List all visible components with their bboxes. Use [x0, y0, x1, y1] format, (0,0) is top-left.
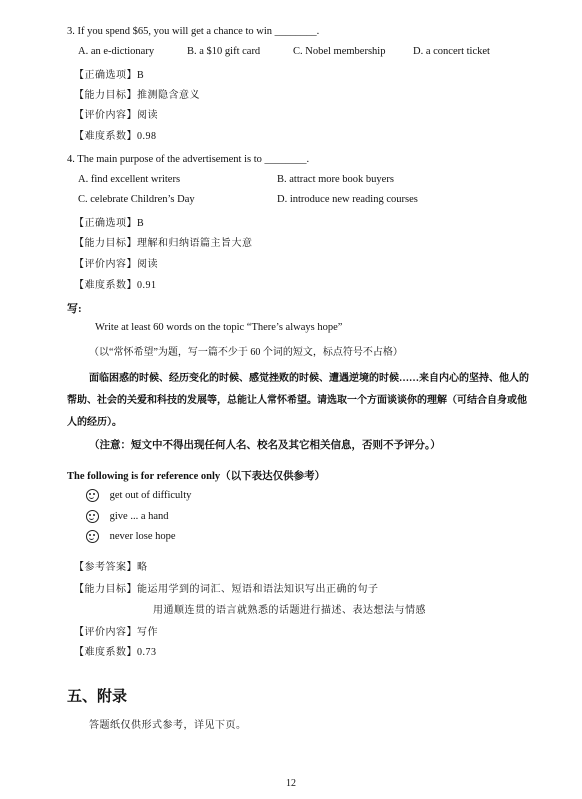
writing-ability: 【能力目标】能运用学到的词汇、短语和语法知识写出正确的句子: [74, 584, 379, 595]
smiley-icon: [86, 489, 99, 502]
q3-option-c: C. Nobel membership: [293, 46, 386, 57]
appendix-text: 答题纸仅供形式参考，详见下页。: [89, 720, 247, 731]
writing-prompt-en: Write at least 60 words on the topic “There’s always hope”: [95, 322, 343, 333]
q3-answer: 【正确选项】B: [74, 70, 145, 81]
writing-ability-continued: 用通顺连贯的语言就熟悉的话题进行描述、表达想法与情感: [153, 605, 426, 616]
q4-option-c: C. celebrate Children’s Day: [78, 194, 195, 205]
writing-note: （注意：短文中不得出现任何人名、校名及其它相关信息，否则不予评分。）: [89, 439, 441, 451]
writing-label: 写:: [67, 303, 82, 315]
q3-difficulty: 【难度系数】0.98: [74, 131, 157, 142]
q3-option-d: D. a concert ticket: [413, 46, 490, 57]
q3-option-a: A. an e-dictionary: [78, 46, 155, 57]
q4-ability: 【能力目标】理解和归纳语篇主旨大意: [74, 238, 253, 249]
reference-item-text: give ... a hand: [109, 510, 169, 522]
q4-option-b: B. attract more book buyers: [277, 174, 394, 185]
smiley-icon: [86, 510, 99, 523]
q4-option-a: A. find excellent writers: [78, 174, 181, 185]
writing-prompt-cn: （以“常怀希望”为题，写一篇不少于 60 个词的短文，标点符号不占格）: [89, 347, 403, 358]
q4-answer: 【正确选项】B: [74, 218, 145, 229]
q4-option-d: D. introduce new reading courses: [277, 194, 418, 205]
q4-stem: 4. The main purpose of the advertisement is to ________.: [67, 154, 310, 165]
reference-item: [86, 489, 191, 502]
writing-content: 【评价内容】写作: [74, 627, 158, 638]
q3-content: 【评价内容】阅读: [74, 110, 158, 121]
reference-item: [86, 530, 176, 543]
smiley-icon: [86, 530, 99, 543]
reference-item-text: get out of difficulty: [109, 489, 192, 501]
reference-item-text: never lose hope: [109, 530, 176, 542]
appendix-title: 五、附录: [67, 687, 128, 705]
q3-stem: 3. If you spend $65, you will get a chance to win ________.: [67, 26, 320, 37]
reference-item: [86, 510, 169, 523]
writing-answer: 【参考答案】略: [74, 562, 148, 573]
q3-ability: 【能力目标】推测隐含意义: [74, 90, 200, 101]
q3-option-b: B. a $10 gift card: [187, 46, 261, 57]
q4-content: 【评价内容】阅读: [74, 259, 158, 270]
writing-paragraph: 面临困惑的时候、经历变化的时候、感觉挫败的时候、遭遇逆境的时候……来自内心的坚持、他人的帮助、社会的关爱和科技的发展等，总能让人常怀希望。请选取一个方面谈谈你的理解（可结合自身或他人的经历）。: [67, 373, 529, 428]
reference-title: The following is for reference only（以下表达仅供参考）: [67, 471, 326, 482]
page-number: 12: [286, 778, 296, 789]
writing-difficulty: 【难度系数】0.73: [74, 647, 157, 658]
q4-difficulty: 【难度系数】0.91: [74, 280, 157, 291]
